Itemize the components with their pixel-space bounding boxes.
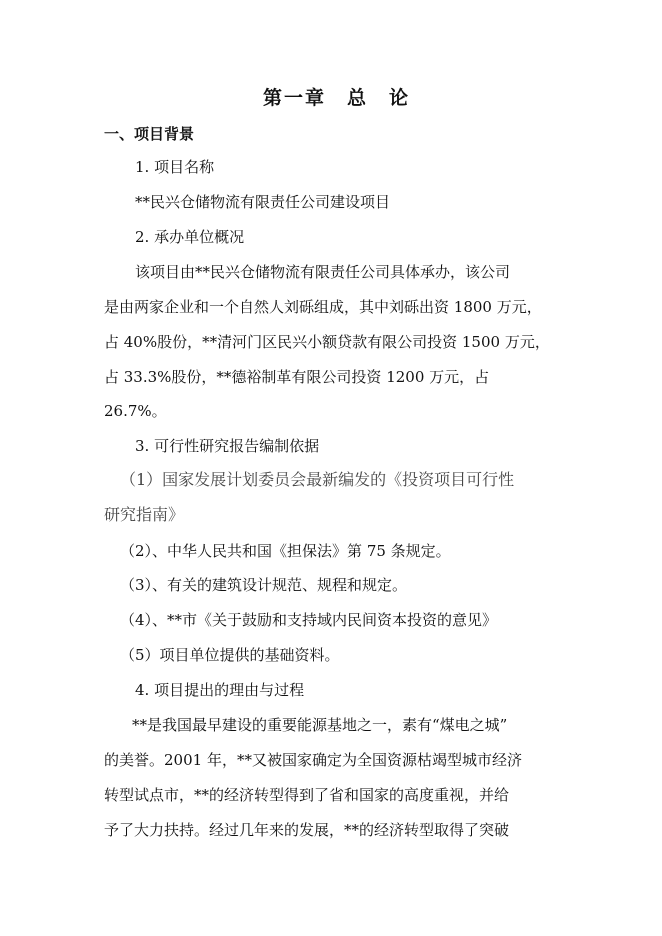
organizer-paragraph-line: 占 33.3%股份，**德裕制革有限公司投资 1200 万元，占 xyxy=(104,368,490,386)
reasons-paragraph-line: 转型试点市，**的经济转型得到了省和国家的高度重视，并给 xyxy=(104,786,510,804)
item-heading-organizer: 2. 承办单位概况 xyxy=(135,228,245,246)
basis-item: 研究指南》 xyxy=(104,505,185,524)
item-heading-reasons: 4. 项目提出的理由与过程 xyxy=(135,681,305,699)
basis-item: （3）、有关的建筑设计规范、规程和规定。 xyxy=(120,576,408,594)
basis-item: （4）、**市《关于鼓励和支持域内民间资本投资的意见》 xyxy=(120,611,498,629)
organizer-paragraph-line: 该项目由**民兴仓储物流有限责任公司具体承办，该公司 xyxy=(135,263,511,281)
item-heading-basis: 3. 可行性研究报告编制依据 xyxy=(135,437,320,455)
basis-item: （2）、中华人民共和国《担保法》第 75 条规定。 xyxy=(120,542,451,560)
organizer-paragraph-line: 是由两家企业和一个自然人刘砾组成，其中刘砾出资 1800 万元， xyxy=(104,298,542,316)
reasons-paragraph-line: 的美誉。2001 年，**又被国家确定为全国资源枯竭型城市经济 xyxy=(104,751,522,769)
section-heading: 一、项目背景 xyxy=(104,125,195,143)
reasons-paragraph-line: **是我国最早建设的重要能源基地之一，素有“煤电之城” xyxy=(132,716,508,734)
basis-item: （1）国家发展计划委员会最新编发的《投资项目可行性 xyxy=(120,470,515,489)
organizer-paragraph-line: 26.7%。 xyxy=(104,402,167,420)
basis-item: （5）项目单位提供的基础资料。 xyxy=(120,646,340,664)
organizer-paragraph-line: 占 40%股份，**清河门区民兴小额贷款有限公司投资 1500 万元， xyxy=(104,333,550,351)
item-heading-project-name: 1. 项目名称 xyxy=(135,158,215,176)
reasons-paragraph-line: 予了大力扶持。经过几年来的发展，**的经济转型取得了突破 xyxy=(104,821,510,839)
project-name-text: **民兴仓储物流有限责任公司建设项目 xyxy=(135,193,391,211)
chapter-title: 第一章 总 论 xyxy=(263,87,411,109)
